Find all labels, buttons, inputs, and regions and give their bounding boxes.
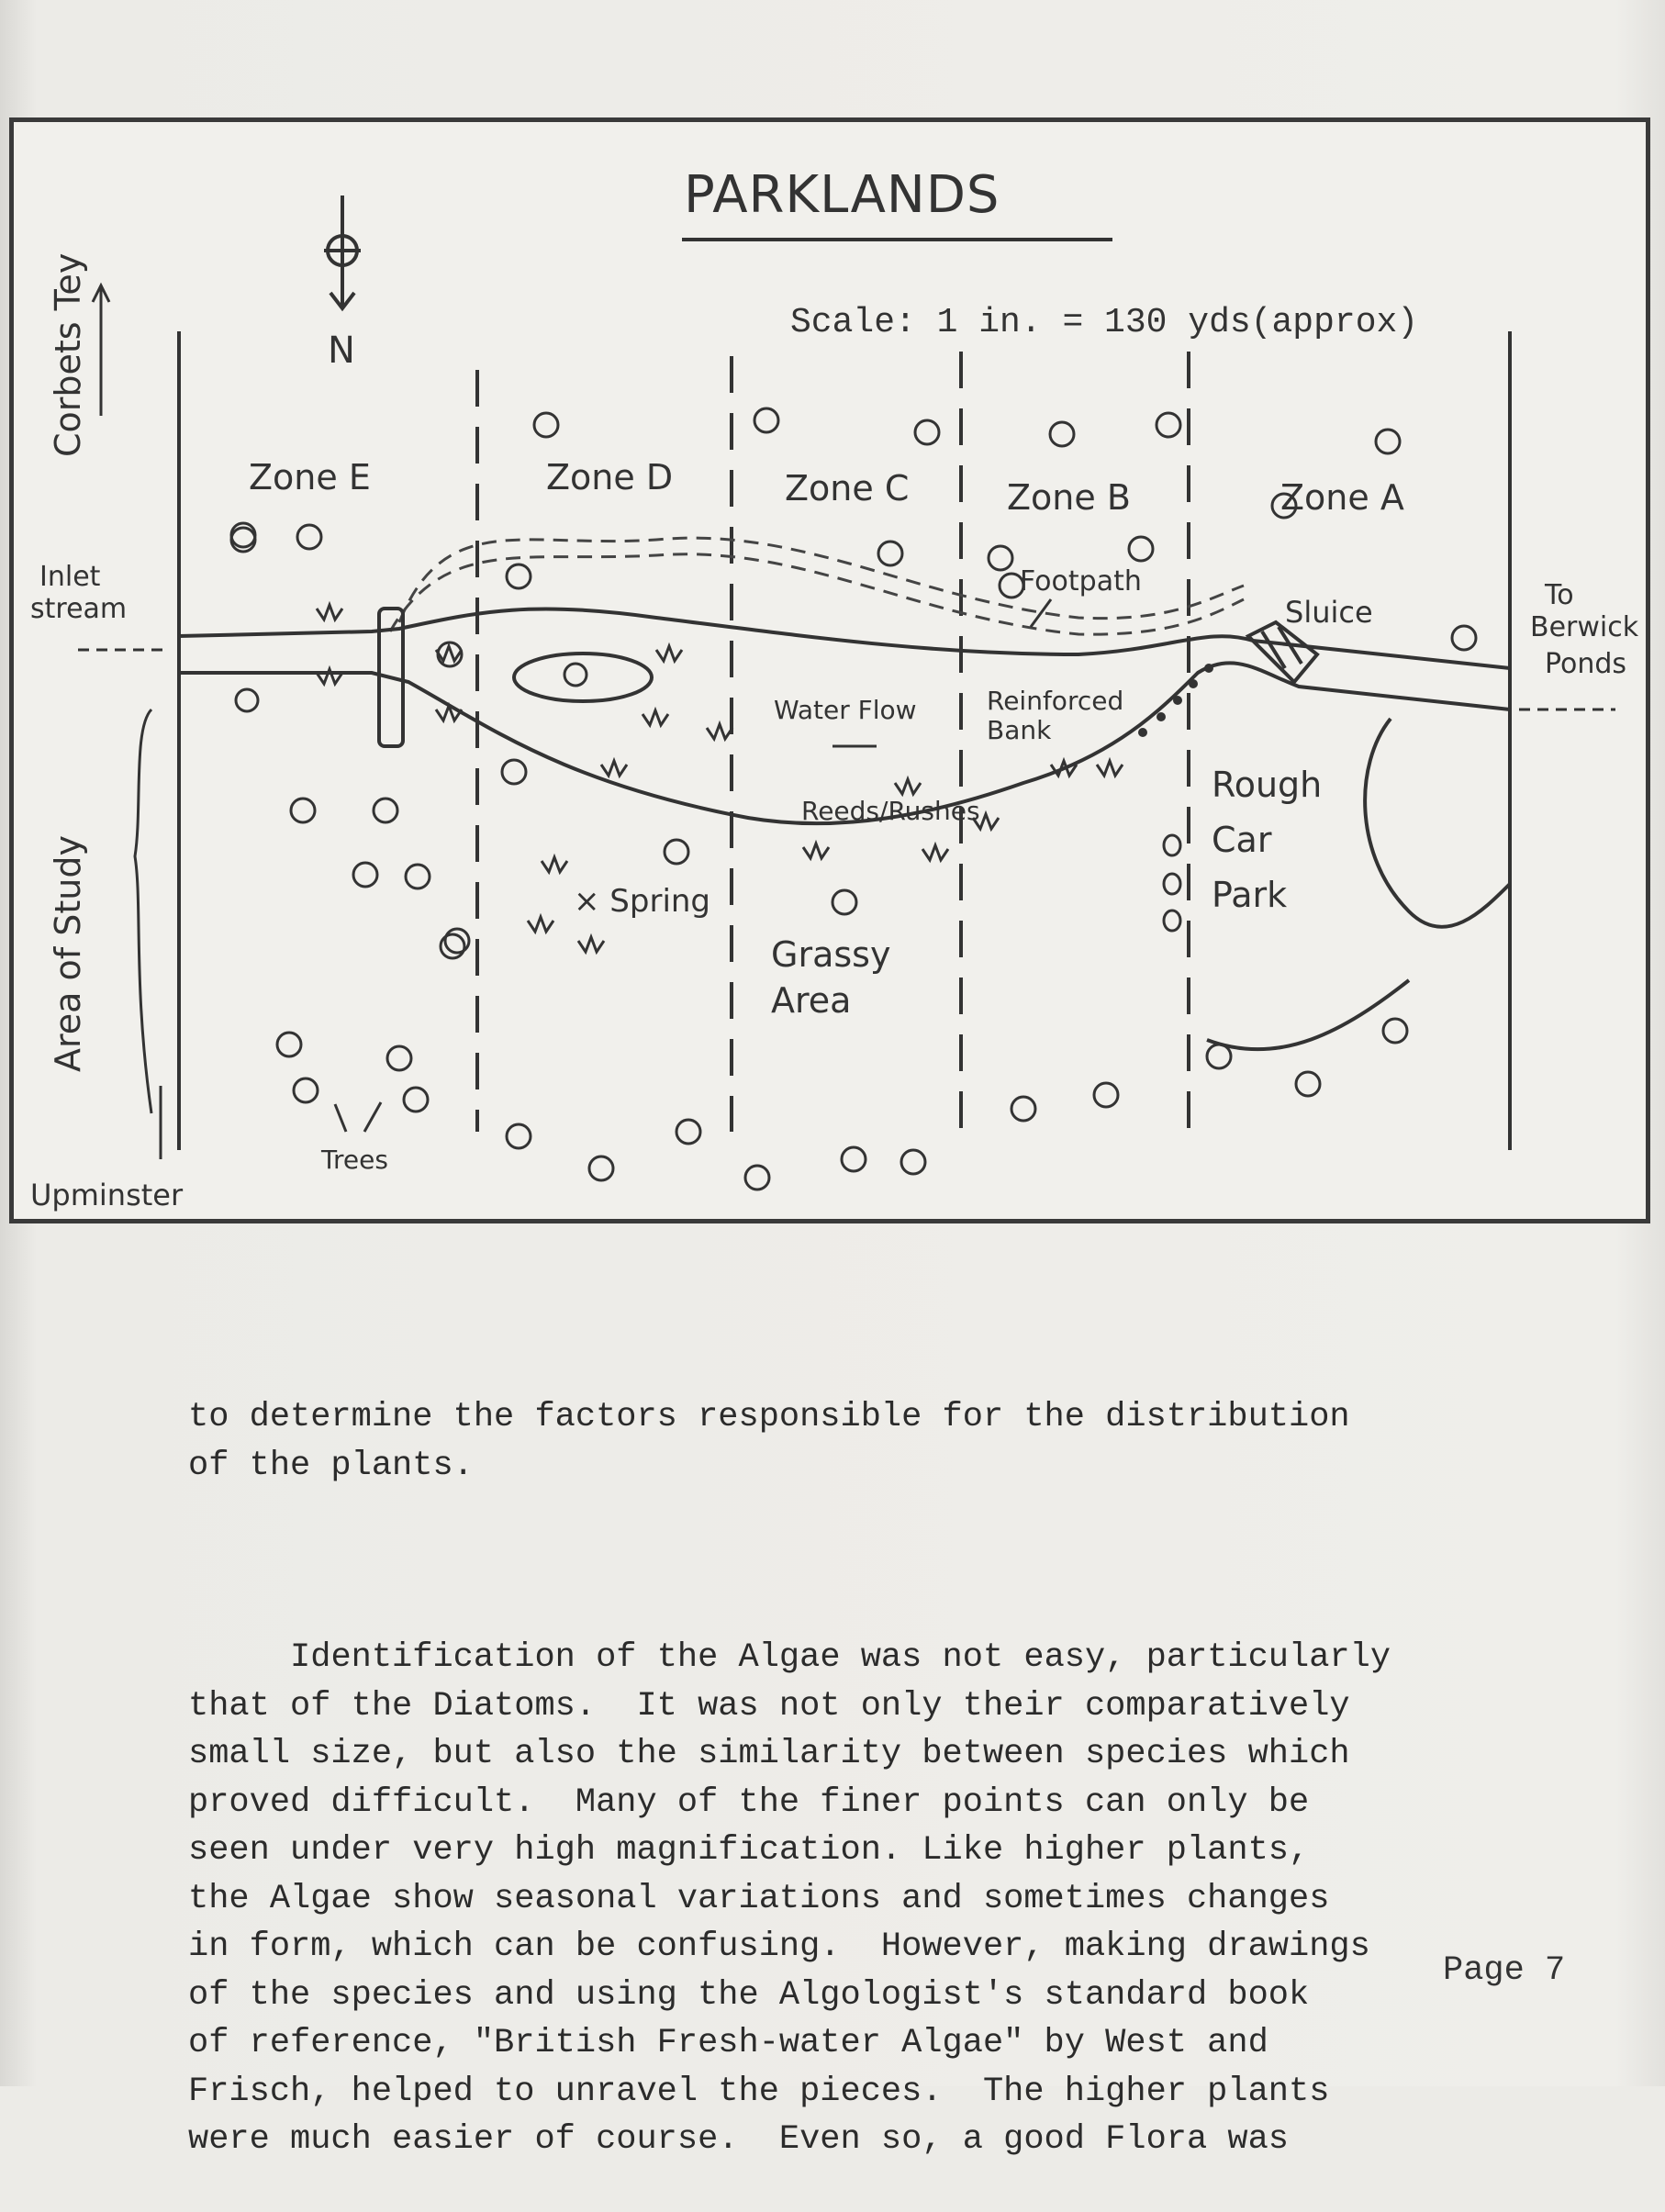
spring-label: × Spring bbox=[574, 883, 711, 920]
zone-b-label: Zone B bbox=[1007, 477, 1131, 518]
to-label: To bbox=[1545, 579, 1574, 611]
reinforced-label: Reinforced bbox=[987, 686, 1124, 716]
inlet-label: Inlet bbox=[39, 561, 101, 593]
body-text bbox=[188, 1297, 1620, 2212]
sluice-label: Sluice bbox=[1285, 595, 1373, 630]
water-flow-label: Water Flow bbox=[774, 695, 917, 725]
corbets-arrow-icon bbox=[93, 285, 109, 416]
scale-label: Scale: 1 in. = 130 yds(approx) bbox=[790, 303, 1419, 342]
parklands-map bbox=[9, 117, 1650, 1223]
park-label: Park bbox=[1212, 875, 1288, 915]
sluice-icon bbox=[1248, 622, 1317, 682]
zone-a-label: Zone A bbox=[1280, 477, 1404, 518]
zone-d-label: Zone D bbox=[546, 457, 674, 497]
north-arrow-icon bbox=[324, 196, 361, 308]
stream-label: stream bbox=[30, 593, 128, 625]
paragraph-identification: Identification of the Algae was not easy, particularly that of the Diatoms. It was not only their comparatively small size, but also the similarity between species which proved difficult. Many of the finer points can only be seen under very high magnification. Like higher plants, the Algae show seasonal variations and sometimes changes in form, which can be confusing. However, making drawings of the species and using the Algologist's standard book of reference, "British Fresh-water Algae" by West and Frisch, helped to unravel the pieces. The higher plants were much easier of course. Even so, a good Flora was bbox=[188, 1638, 1391, 2159]
area-label: Area bbox=[771, 980, 852, 1021]
rough-label: Rough bbox=[1212, 765, 1323, 805]
map-drawing bbox=[14, 122, 1646, 1219]
ponds-label: Ponds bbox=[1545, 648, 1627, 680]
zone-e-label: Zone E bbox=[249, 457, 371, 497]
corbets-tey-label: Corbets Tey bbox=[48, 252, 88, 457]
reeds-label: Reeds/Rushes bbox=[801, 796, 980, 826]
page-number: Page 7 bbox=[1443, 1951, 1566, 1990]
grassy-label: Grassy bbox=[771, 934, 891, 975]
zone-c-label: Zone C bbox=[785, 468, 910, 508]
north-label: N bbox=[328, 330, 355, 372]
paragraph-continuation: to determine the factors responsible for the distribution of the plants. bbox=[188, 1398, 1350, 1485]
trees-label: Trees bbox=[321, 1145, 388, 1175]
car-label: Car bbox=[1212, 820, 1272, 860]
car-park-posts bbox=[1164, 835, 1180, 931]
island-shape bbox=[514, 654, 652, 701]
study-brace bbox=[135, 709, 151, 1113]
berwick-label: Berwick bbox=[1530, 611, 1639, 643]
map-title: PARKLANDS bbox=[684, 165, 1000, 225]
upminster-label: Upminster bbox=[30, 1178, 184, 1212]
reinforced-bank-dots bbox=[1138, 664, 1213, 737]
area-of-study-label: Area of Study bbox=[48, 835, 88, 1072]
trees-pointers bbox=[335, 1102, 381, 1132]
footpath-label: Footpath bbox=[1020, 565, 1142, 598]
reinforced-bank-label: Bank bbox=[987, 715, 1052, 745]
